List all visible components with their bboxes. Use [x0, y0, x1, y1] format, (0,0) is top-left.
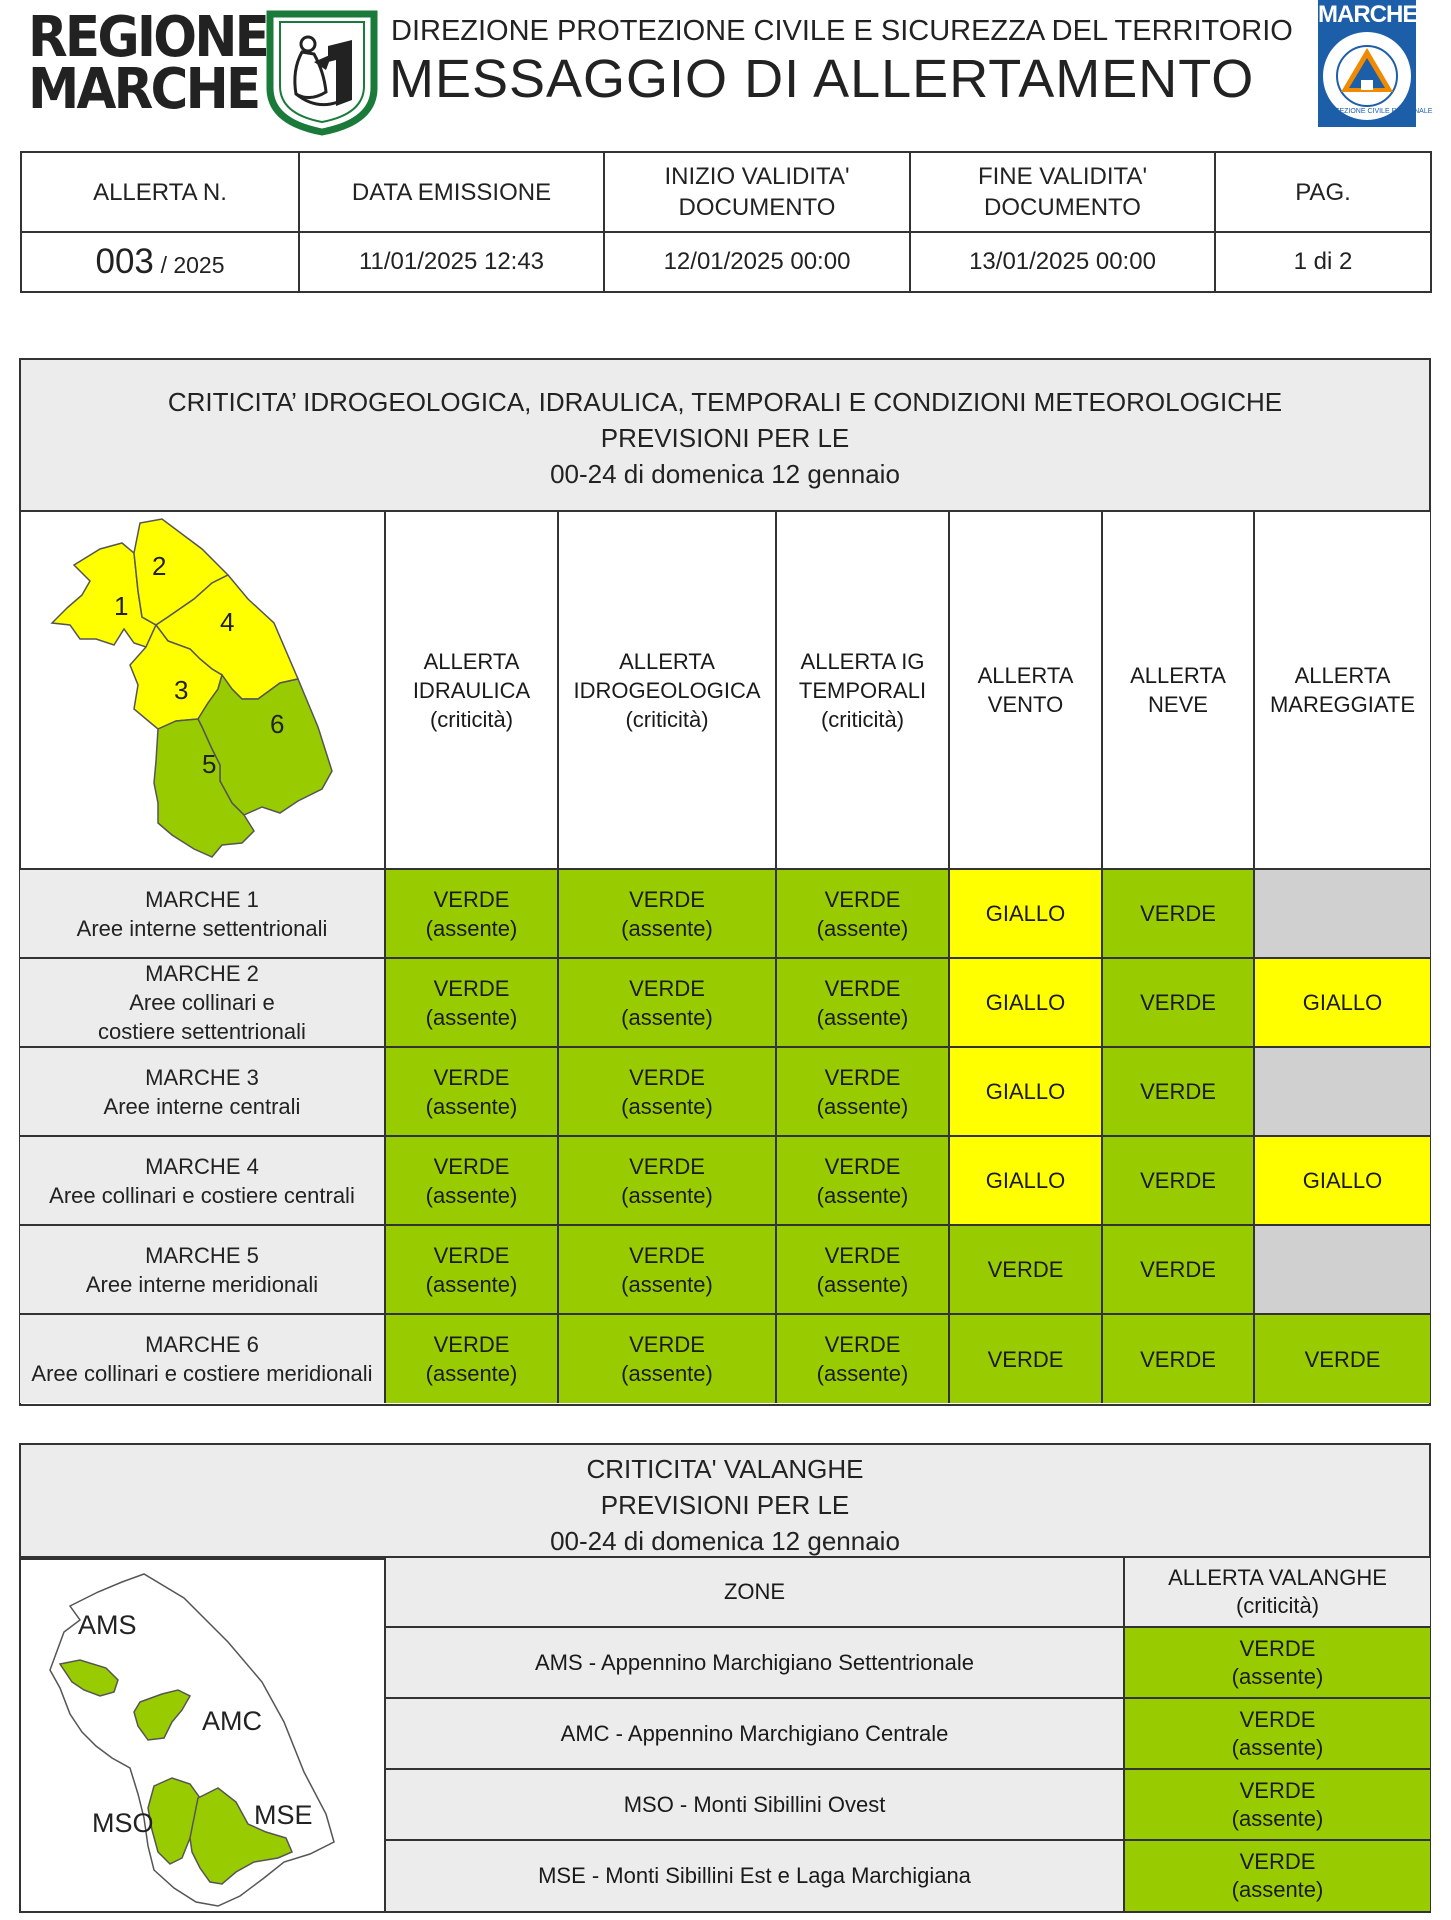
alert-level-sub: (assente) [425, 1361, 518, 1386]
valanghe-subtitle: PREVISIONI PER LE [600, 1490, 850, 1520]
header-inizio-validita-text: INIZIO VALIDITA' DOCUMENTO [664, 163, 850, 221]
col-mareggiate [1254, 511, 1430, 869]
col-idraulica-l2: IDRAULICA [412, 677, 531, 703]
col-vento-l2: VENTO [987, 692, 1064, 717]
alert-level-cell [385, 958, 558, 1047]
col-temporali-l2: TEMPORALI [798, 677, 927, 703]
alert-level-value: VERDE [824, 1332, 901, 1357]
alert-level-value: GIALLO [985, 1079, 1066, 1104]
alert-level-sub: (assente) [621, 1004, 713, 1030]
alert-level-value: VERDE [433, 975, 510, 1001]
col-mareggiate-l1: ALLERTA [1294, 663, 1391, 688]
regione-marche-logo [28, 5, 378, 134]
alert-level-value: GIALLO [985, 1168, 1066, 1193]
alert-level-cell [1254, 958, 1430, 1047]
valanghe-label-ams: AMS [78, 1610, 137, 1640]
alert-level-value: VERDE [1140, 1257, 1216, 1282]
zone-description: Aree interne centrali [103, 1093, 301, 1119]
alert-level-cell [949, 869, 1102, 958]
valanghe-label-mse: MSE [254, 1800, 313, 1830]
criticita-row [20, 1047, 1430, 1136]
validity-start: 12/01/2025 00:00 [604, 232, 910, 292]
zone-description: Aree collinari e costiere centrali [49, 1182, 355, 1208]
zone-name: MARCHE 3 [145, 1064, 259, 1090]
alert-level-cell [949, 1314, 1102, 1403]
zone-name-cell [20, 958, 385, 1047]
col-idrogeologica-l1: ALLERTA [619, 648, 715, 674]
alert-level-cell [1254, 1047, 1430, 1136]
alert-level-sub: (assente) [621, 1093, 713, 1119]
alert-level-cell [558, 958, 776, 1047]
criticita-title: CRITICITA’ IDROGEOLOGICA, IDRAULICA, TEMPORALI E CONDIZIONI METEOROLOGICHE [167, 387, 1283, 417]
alert-level-sub: (assente) [425, 1093, 518, 1119]
alert-level-sub: (assente) [816, 1182, 909, 1208]
alert-level-sub: (assente) [621, 1271, 713, 1297]
alert-level-cell [949, 1136, 1102, 1225]
header-fine-validita [910, 152, 1215, 232]
alert-level-sub: (assente) [816, 1093, 909, 1119]
alert-level-value: VERDE [433, 1242, 510, 1268]
alert-level-value: GIALLO [1302, 990, 1383, 1015]
valanghe-alert-level [1124, 1840, 1430, 1911]
valanghe-title-block [21, 1445, 1429, 1560]
col-vento [949, 511, 1102, 869]
header-allerta-n: ALLERTA N. [21, 152, 299, 232]
valanghe-alert-value: VERDE [1239, 1635, 1316, 1661]
alert-level-value: VERDE [824, 975, 901, 1001]
header-data-emissione: DATA EMISSIONE [299, 152, 604, 232]
valanghe-alert-value: VERDE [1239, 1706, 1316, 1732]
document-title: MESSAGGIO DI ALLERTAMENTO [389, 49, 1255, 109]
alert-level-cell [776, 1225, 949, 1314]
alert-level-cell [385, 1314, 558, 1403]
alert-level-value: VERDE [1140, 1346, 1216, 1372]
zone-name-cell [20, 869, 385, 958]
alert-level-sub: (assente) [621, 1361, 713, 1386]
valanghe-zone-name: MSO - Monti Sibillini Ovest [385, 1769, 1124, 1840]
alert-level-value: VERDE [629, 975, 705, 1001]
alert-level-cell [558, 869, 776, 958]
page-number: 1 di 2 [1215, 232, 1431, 292]
alert-level-cell [385, 1047, 558, 1136]
zone-name-cell [20, 1047, 385, 1136]
col-neve-l2: NEVE [1148, 692, 1208, 717]
alert-level-value: VERDE [629, 1153, 705, 1179]
valanghe-alert-header [1124, 1557, 1430, 1627]
criticita-row [20, 869, 1430, 958]
alert-level-value: VERDE [433, 886, 510, 912]
valanghe-zone-name: MSE - Monti Sibillini Est e Laga Marchigiana [385, 1840, 1124, 1911]
alert-level-value: VERDE [629, 1242, 705, 1268]
alert-level-cell [385, 1225, 558, 1314]
criticita-row [20, 1314, 1430, 1403]
alert-level-cell [1102, 958, 1254, 1047]
alert-level-cell [949, 958, 1102, 1047]
col-temporali-l1: ALLERTA IG [800, 648, 925, 674]
criticita-row [20, 1225, 1430, 1314]
alert-level-value: GIALLO [985, 901, 1066, 926]
alert-level-value: VERDE [1140, 1168, 1216, 1193]
map-label-6: 6 [270, 709, 285, 739]
valanghe-alert-level [1124, 1769, 1430, 1840]
zone-name-cell [20, 1225, 385, 1314]
alert-level-sub: (assente) [425, 915, 518, 941]
alert-level-cell [1102, 1314, 1254, 1403]
alert-level-cell [776, 1136, 949, 1225]
alert-level-value: GIALLO [985, 990, 1066, 1015]
badge-label: MARCHE [1318, 1, 1418, 28]
valanghe-map-cell [20, 1557, 385, 1911]
alert-level-cell [776, 1314, 949, 1403]
col-neve [1102, 511, 1254, 869]
valanghe-alert-value: VERDE [1239, 1849, 1316, 1874]
zone-name: MARCHE 4 [145, 1153, 259, 1179]
alert-level-cell [1254, 1314, 1430, 1403]
alert-level-value: VERDE [1140, 990, 1216, 1015]
valanghe-alert-level [1124, 1698, 1430, 1769]
valanghe-title: CRITICITA' VALANGHE [586, 1454, 864, 1484]
alert-level-cell [1254, 1136, 1430, 1225]
criticita-period: 00-24 di domenica 12 gennaio [550, 459, 900, 489]
zone-description: Aree interne meridionali [85, 1271, 319, 1297]
alert-level-cell [1254, 1225, 1430, 1314]
alert-level-value: VERDE [1140, 901, 1216, 926]
regione-marche-emblem-icon [266, 10, 378, 134]
col-idraulica [385, 511, 558, 869]
alert-year: / 2025 [160, 252, 225, 278]
alert-level-sub: (assente) [425, 1182, 518, 1208]
alert-level-value: VERDE [629, 1332, 705, 1357]
alert-level-value: GIALLO [1302, 1168, 1383, 1193]
valanghe-table [20, 1556, 1430, 1911]
map-label-3: 3 [174, 675, 189, 705]
zone-name-cell [20, 1314, 385, 1403]
zone-name-cell [20, 1136, 385, 1225]
logo-text-marche: MARCHE [28, 57, 259, 122]
alert-level-value: VERDE [824, 1064, 901, 1090]
alert-level-sub: (assente) [816, 1271, 909, 1297]
alert-level-cell [558, 1225, 776, 1314]
alert-level-value: VERDE [824, 886, 901, 912]
validity-end: 13/01/2025 00:00 [910, 232, 1215, 292]
valanghe-zones-header: ZONE [385, 1557, 1124, 1627]
valanghe-zone-name: AMS - Appennino Marchigiano Settentrionale [385, 1627, 1124, 1698]
zone-name: MARCHE 2 [145, 961, 259, 986]
col-idrogeologica-l2: IDROGEOLOGICA [573, 677, 761, 703]
zone-description: Aree collinari e costiere settentrionali [98, 990, 306, 1044]
alert-number-cell [21, 232, 299, 292]
alert-level-value: VERDE [1304, 1346, 1381, 1372]
zone-name: MARCHE 5 [145, 1242, 259, 1268]
emission-date: 11/01/2025 12:43 [299, 232, 604, 292]
alert-level-cell [776, 1047, 949, 1136]
valanghe-label-mso: MSO [92, 1808, 154, 1838]
criticita-row [20, 958, 1430, 1047]
alert-level-value: VERDE [824, 1242, 901, 1268]
valanghe-alert-sub: (assente) [1231, 1805, 1324, 1831]
valanghe-alert-sub: (assente) [1231, 1663, 1324, 1689]
badge-ring-text: PROTEZIONE CIVILE REGIONALE [1320, 108, 1433, 115]
valanghe-period: 00-24 di domenica 12 gennaio [550, 1526, 900, 1556]
alert-level-sub: (assente) [425, 1004, 518, 1030]
header-pag: PAG. [1215, 152, 1431, 232]
alert-level-cell [558, 1136, 776, 1225]
zone-description: Aree collinari e costiere meridionali [31, 1361, 373, 1386]
zone-name: MARCHE 1 [145, 886, 259, 912]
zone-description: Aree interne settentrionali [76, 915, 328, 941]
map-label-4: 4 [220, 607, 235, 637]
alert-level-cell [1102, 1136, 1254, 1225]
col-mareggiate-l2: MAREGGIATE [1269, 692, 1416, 717]
alert-level-cell [776, 869, 949, 958]
valanghe-alert-value: VERDE [1239, 1777, 1316, 1803]
col-idraulica-l3: (criticità) [429, 706, 514, 732]
alert-level-sub: (assente) [816, 915, 909, 941]
alert-level-value: VERDE [824, 1153, 901, 1179]
alert-number: 003 [95, 242, 154, 281]
header-inizio-validita [604, 152, 910, 232]
alert-level-sub: (assente) [816, 1361, 909, 1386]
zone-name: MARCHE 6 [145, 1332, 259, 1357]
protezione-civile-badge [1318, 0, 1433, 127]
valanghe-alert-level [1124, 1627, 1430, 1698]
header-fine-validita-text: FINE VALIDITA' DOCUMENTO [977, 163, 1148, 221]
map-label-5: 5 [202, 749, 217, 779]
valanghe-alert-sub: (assente) [1231, 1877, 1324, 1902]
col-idrogeologica [558, 511, 776, 869]
valanghe-label-amc: AMC [202, 1706, 262, 1736]
alert-level-value: VERDE [629, 886, 705, 912]
alert-level-value: VERDE [629, 1064, 705, 1090]
criticita-title-block [21, 360, 1429, 512]
alert-level-cell [949, 1225, 1102, 1314]
col-neve-l1: ALLERTA [1130, 663, 1226, 688]
alert-level-cell [1102, 869, 1254, 958]
alert-level-cell [558, 1047, 776, 1136]
valanghe-alert-header-l1: ALLERTA VALANGHE [1168, 1565, 1387, 1590]
alert-level-cell [1254, 869, 1430, 958]
alert-level-cell [385, 1136, 558, 1225]
alert-level-sub: (assente) [425, 1271, 518, 1297]
criticita-row [20, 1136, 1430, 1225]
alert-level-sub: (assente) [621, 915, 713, 941]
alert-level-value: VERDE [433, 1153, 510, 1179]
alert-level-sub: (assente) [621, 1182, 713, 1208]
alert-level-value: VERDE [987, 1346, 1064, 1372]
alert-level-cell [949, 1047, 1102, 1136]
logo-text-regione: REGIONE [28, 5, 268, 70]
criticita-subtitle: PREVISIONI PER LE [600, 423, 850, 453]
valanghe-alert-header-l2: (criticità) [1235, 1593, 1320, 1618]
valanghe-alert-sub: (assente) [1231, 1734, 1324, 1760]
alert-level-cell [558, 1314, 776, 1403]
col-idrogeologica-l3: (criticità) [625, 706, 709, 732]
alert-info-table [20, 151, 1432, 293]
alert-level-value: VERDE [1140, 1079, 1216, 1104]
department-name: DIREZIONE PROTEZIONE CIVILE E SICUREZZA DEL TERRITORIO [391, 15, 1293, 47]
map-label-1: 1 [114, 591, 129, 621]
alert-level-value: VERDE [433, 1332, 510, 1357]
alert-level-value: VERDE [987, 1257, 1064, 1282]
alert-level-cell [385, 869, 558, 958]
col-temporali-l3: (criticità) [820, 706, 905, 732]
col-idraulica-l1: ALLERTA [423, 648, 520, 674]
col-temporali [776, 511, 949, 869]
alert-level-cell [1102, 1225, 1254, 1314]
map-cell [20, 511, 385, 869]
alert-level-cell [776, 958, 949, 1047]
col-vento-l1: ALLERTA [977, 663, 1074, 688]
alert-level-value: VERDE [433, 1064, 510, 1090]
map-label-2: 2 [152, 551, 167, 581]
alert-level-cell [1102, 1047, 1254, 1136]
valanghe-zone-name: AMC - Appennino Marchigiano Centrale [385, 1698, 1124, 1769]
criticita-table [20, 510, 1430, 1403]
alert-level-sub: (assente) [816, 1004, 909, 1030]
